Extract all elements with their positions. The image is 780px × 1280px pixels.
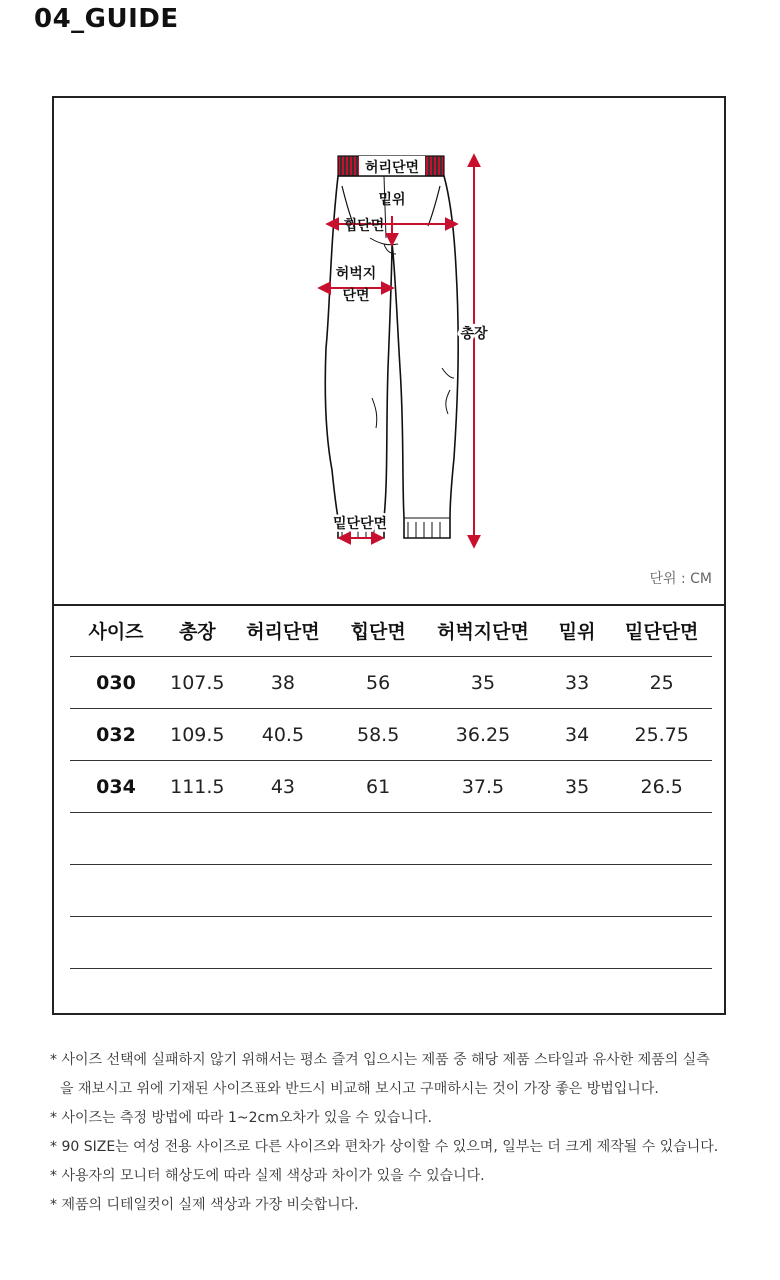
table-cell [423,917,543,969]
table-cell: 26.5 [611,761,712,813]
table-cell [333,813,423,865]
table-cell [162,865,233,917]
table-cell: 36.25 [423,709,543,761]
note-line: 을 재보시고 위에 기재된 사이즈표와 반드시 비교해 보시고 구매하시는 것이 가장 좋은 방법입니다. [60,1081,659,1097]
table-cell: 109.5 [162,709,233,761]
diagram-area [54,98,724,606]
right-side-seam [442,368,454,378]
table-row [70,917,712,969]
waist-label: 허리단면 [364,160,420,176]
table-cell [423,865,543,917]
drawstring [370,238,398,254]
unit-label: 단위 : CM [649,571,712,587]
table-row [70,761,712,813]
table-header-row [70,604,712,657]
column-header: 밑단단면 [611,604,712,657]
table-cell [233,865,334,917]
rise-label: 밑위 [378,192,406,208]
size-cell: 034 [70,761,162,813]
table-cell: 38 [233,657,334,709]
note-line: * 제품의 디테일컷이 실제 색상과 가장 비슷합니다. [50,1197,359,1213]
table-cell: 25 [611,657,712,709]
table-cell [162,917,233,969]
right-pocket [428,186,440,226]
table-cell: 58.5 [333,709,423,761]
page-title: 04_GUIDE [34,4,179,34]
note-line: * 사용자의 모니터 해상도에 따라 실제 색상과 차이가 있을 수 있습니다. [50,1168,485,1184]
size-cell: 030 [70,657,162,709]
table-cell: 25.75 [611,709,712,761]
table-cell: 107.5 [162,657,233,709]
column-header: 허리단면 [233,604,334,657]
column-header: 총장 [162,604,233,657]
size-guide-frame [52,96,726,1015]
table-cell [333,865,423,917]
table-cell: 34 [543,709,611,761]
length-label: 총장 [460,326,488,342]
table-cell: 111.5 [162,761,233,813]
table-cell [543,813,611,865]
note-line: * 사이즈 선택에 실패하지 않기 위해서는 평소 즐겨 입으시는 제품 중 해당 제품 스타일과 유사한 제품의 실측 [50,1052,710,1068]
hem-label: 밑단단면 [332,516,388,532]
table-row [70,813,712,865]
thigh-label-line1: 허벅지 [335,266,377,282]
column-header: 허벅지단면 [423,604,543,657]
table-row [70,657,712,709]
table-cell [611,813,712,865]
table-cell [611,917,712,969]
table-cell [543,917,611,969]
table-cell [611,865,712,917]
table-row [70,865,712,917]
table-cell: 61 [333,761,423,813]
table-cell [233,813,334,865]
table-cell [162,813,233,865]
column-header: 밑위 [543,604,611,657]
column-header: 사이즈 [70,604,162,657]
table-cell: 35 [423,657,543,709]
size-table [70,604,712,969]
pants-diagram [54,98,724,604]
right-knee-seam [446,390,450,414]
table-cell [333,917,423,969]
table-cell: 40.5 [233,709,334,761]
left-knee-seam [372,398,377,428]
table-cell: 43 [233,761,334,813]
right-cuff [404,518,450,538]
table-cell [70,865,162,917]
note-line: * 90 SIZE는 여성 전용 사이즈로 다른 사이즈와 편차가 상이할 수 있으며, 일부는 더 크게 제작될 수 있습니다. [50,1139,719,1155]
table-cell [543,865,611,917]
table-cell [70,917,162,969]
table-cell [70,813,162,865]
table-cell [423,813,543,865]
size-cell: 032 [70,709,162,761]
notes-section [50,1046,750,1220]
table-cell: 56 [333,657,423,709]
note-line: * 사이즈는 측정 방법에 따라 1~2cm오차가 있을 수 있습니다. [50,1110,432,1126]
table-cell: 35 [543,761,611,813]
table-cell [233,917,334,969]
column-header: 힙단면 [333,604,423,657]
table-cell: 33 [543,657,611,709]
thigh-label-line2: 단면 [342,288,370,304]
table-row [70,709,712,761]
hip-label: 힙단면 [343,218,385,234]
table-cell: 37.5 [423,761,543,813]
